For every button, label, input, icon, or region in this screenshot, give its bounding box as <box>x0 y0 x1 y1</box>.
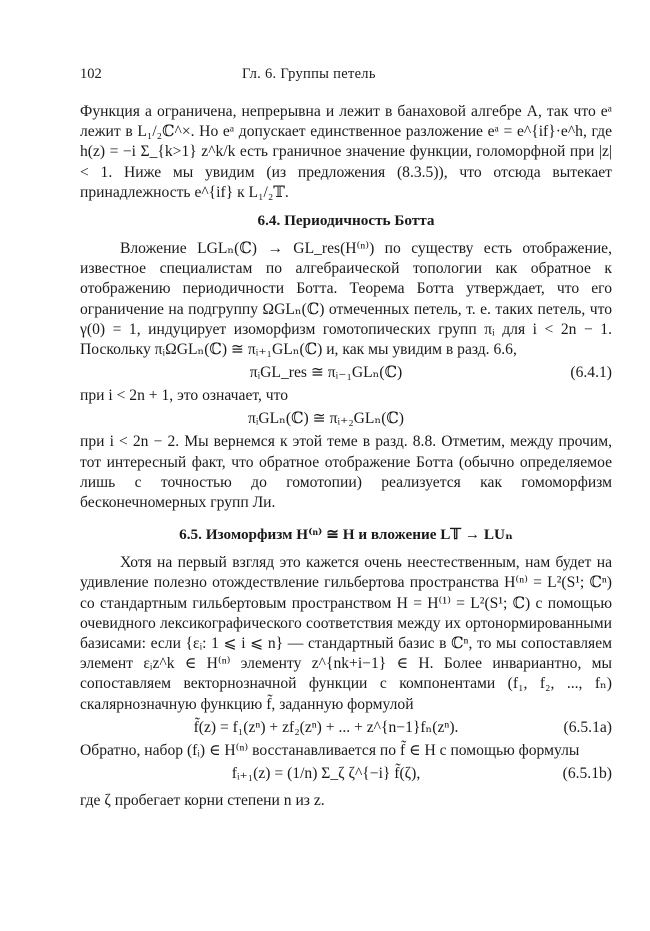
equation-bott-periodicity <box>80 408 612 430</box>
equation-number: (6.5.1a) <box>563 718 612 736</box>
equation-number: (6.5.1b) <box>562 765 612 783</box>
paragraph-iso-1: Хотя на первый взгляд это кажется очень неестественным, нам будет на удивление полезно отождествление гильбертова пространства H⁽ⁿ⁾ = L²(S¹; ℂⁿ) со стандартным гильбертовым пространством H = H⁽¹⁾ = L²(S¹; ℂ) с помощью очевидного лексикографического соответствия между их ортонормированными базисами: если {εᵢ: 1 ⩽ i ⩽ n} — стандартный базис в ℂⁿ, то мы сопоставляем элемент εᵢz^k ∈ H⁽ⁿ⁾ элементу z^{nk+i−1} ∈ H. Более инвариантно, мы сопоставляем векторнозначной функции с компонентами (f₁, f₂, ..., fₙ) скалярнозначную функцию f̃, заданную формулой <box>80 554 612 713</box>
running-header <box>80 66 612 83</box>
equation-6-5-1a <box>80 717 612 739</box>
section-title-bott: 6.4. Периодичность Ботта <box>257 212 435 230</box>
page <box>80 66 612 811</box>
equation-formula: πᵢGL_res ≅ πᵢ₋₁GLₙ(ℂ) <box>249 364 403 382</box>
equation-number: (6.4.1) <box>570 364 612 382</box>
paragraph-bott-3: при i < 2n − 2. Мы вернемся к этой теме в разд. 8.8. Отметим, между прочим, тот интересный факт, что обратное отображение Ботта (обычно определяемое лишь с точностью до гомотопии) реализуется как гомоморфизм бесконечномерных групп Ли. <box>80 433 612 512</box>
paragraph-iso-3: где ζ пробегает корни степени n из z. <box>80 792 325 810</box>
page-number: 102 <box>80 66 102 82</box>
paragraph-bott-1: Вложение LGLₙ(ℂ) → GL_res(H⁽ⁿ⁾) по существу есть отображение, известное специалистам по алгебраической топологии как обратное к отображению периодичности Ботта. Теорема Ботта утверждает, что его ограничение на подгруппу ΩGLₙ(ℂ) отмеченных петель, т. е. таких петель, что γ(0) = 1, индуцирует изоморфизм гомотопических групп πᵢ для i < 2n − 1. Поскольку πᵢΩGLₙ(ℂ) ≅ πᵢ₊₁GLₙ(ℂ) и, как мы увидим в разд. 6.6, <box>80 240 612 359</box>
section-title-isomorphism: 6.5. Изоморфизм H⁽ⁿ⁾ ≅ H и вложение L𝕋 → LUₙ <box>179 526 513 544</box>
equation-formula: πᵢGLₙ(ℂ) ≅ πᵢ₊₂GLₙ(ℂ) <box>247 410 405 428</box>
equation-formula: f̃(z) = f₁(zⁿ) + zf₂(zⁿ) + ... + z^{n−1}fₙ(zⁿ). <box>193 718 459 736</box>
chapter-title: Гл. 6. Группы петель <box>242 66 376 82</box>
equation-formula: fᵢ₊₁(z) = (1/n) Σ_ζ ζ^{−i} f̃(ζ), <box>231 765 421 783</box>
paragraph-intro: Функция a ограничена, непрерывна и лежит в банаховой алгебре A, так что eᵃ лежит в L₁/₂ℂ^×. Но eᵃ допускает единственное разложение eᵃ = e^{if}·e^h, где h(z) = −i Σ_{k>1} z^k/k есть граничное значение функции, голоморфной при |z| < 1. Ниже мы увидим (из предложения (8.3.5)), что отсюда вытекает принадлежность e^{if} к L₁/₂𝕋. <box>80 103 612 201</box>
equation-6-5-1b <box>80 763 612 785</box>
paragraph-bott-2: при i < 2n + 1, это означает, что <box>80 387 289 405</box>
equation-6-4-1 <box>80 362 612 384</box>
paragraph-iso-2: Обратно, набор (fᵢ) ∈ H⁽ⁿ⁾ восстанавливается по f̃ ∈ H с помощью формулы <box>80 741 580 759</box>
